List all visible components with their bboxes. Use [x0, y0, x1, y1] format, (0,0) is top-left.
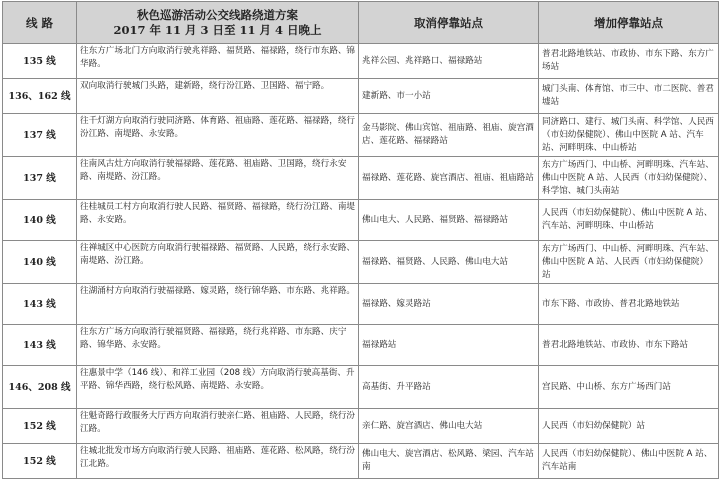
line-cell: 137 线: [3, 114, 77, 157]
add-cell: 人民西（市妇幼保健院）站: [539, 409, 719, 444]
table-row: [3, 79, 719, 114]
route-cell: 往城北批发市场方向取消行驶人民路、祖庙路、莲花路、松风路，绕行汾江北路。: [77, 444, 359, 479]
add-cell: 东方广场西门、中山桥、河畔明珠、汽车站、佛山中医院 A 站、人民西（市妇幼保健院）、科学馆、城门头南站: [539, 157, 719, 200]
bus-reroute-table: [2, 1, 719, 479]
route-cell: 往惠景中学（146 线）、和祥工业园（208 线）方向取消行驶高基街、升平路、锦华西路，绕行松风路、南堤路、永安路。: [77, 366, 359, 409]
cancel-cell: 建新路、市一小站: [359, 79, 539, 114]
table-row: [3, 325, 719, 366]
header-title: [77, 2, 359, 44]
table-row: [3, 241, 719, 284]
line-cell: 140 线: [3, 241, 77, 284]
header-add: 增加停靠站点: [539, 2, 719, 44]
header-cancel: 取消停靠站点: [359, 2, 539, 44]
cancel-cell: 福禄路、福贤路、人民路、佛山电大站: [359, 241, 539, 284]
route-cell: 往南风古灶方向取消行驶福禄路、莲花路、祖庙路、卫国路，绕行永安路、南堤路、汾江路。: [77, 157, 359, 200]
table-row: [3, 44, 719, 79]
table-header: [3, 2, 719, 44]
line-cell: 140 线: [3, 200, 77, 241]
title-line-2: 2017 年 11 月 3 日至 11 月 4 日晚上: [113, 22, 322, 37]
route-cell: 往东方广场方向取消行驶福贤路、福禄路，绕行兆祥路、市东路、庆宁路、锦华路、永安路。: [77, 325, 359, 366]
cancel-cell: 佛山电大、人民路、福贤路、福禄路站: [359, 200, 539, 241]
line-cell: 146、208 线: [3, 366, 77, 409]
table-row: [3, 157, 719, 200]
table-row: [3, 409, 719, 444]
add-cell: 宫民路、中山桥、东方广场西门站: [539, 366, 719, 409]
line-cell: 136、162 线: [3, 79, 77, 114]
cancel-cell: 兆祥公园、兆祥路口、福禄路站: [359, 44, 539, 79]
add-cell: 市东下路、市政协、普君北路地铁站: [539, 284, 719, 325]
table-row: [3, 366, 719, 409]
cancel-cell: 高基街、升平路站: [359, 366, 539, 409]
cancel-cell: 金马影院、佛山宾馆、祖庙路、祖庙、旋宫酒店、莲花路、福禄路站: [359, 114, 539, 157]
table-row: [3, 284, 719, 325]
line-cell: 152 线: [3, 444, 77, 479]
route-cell: 往千灯湖方向取消行驶同济路、体育路、祖庙路、莲花路、福禄路，绕行汾江路、南堤路、永安路。: [77, 114, 359, 157]
add-cell: 人民西（市妇幼保健院）、佛山中医院 A 站、汽车站南: [539, 444, 719, 479]
table-row: [3, 200, 719, 241]
cancel-cell: 福禄路站: [359, 325, 539, 366]
route-cell: 往东方广场北门方向取消行驶兆祥路、福贤路、福禄路，绕行市东路、锦华路。: [77, 44, 359, 79]
table-row: [3, 114, 719, 157]
add-cell: 人民西（市妇幼保健院）、佛山中医院 A 站、汽车站、河畔明珠、中山桥站: [539, 200, 719, 241]
title-line-1: 秋色巡游活动公交线路绕道方案: [137, 7, 298, 22]
line-cell: 143 线: [3, 284, 77, 325]
table-row: [3, 444, 719, 479]
line-cell: 152 线: [3, 409, 77, 444]
cancel-cell: 福禄路、莲花路、旋宫酒店、祖庙、祖庙路站: [359, 157, 539, 200]
cancel-cell: 福禄路、嫁灵路站: [359, 284, 539, 325]
line-cell: 135 线: [3, 44, 77, 79]
add-cell: 东方广场西门、中山桥、河畔明珠、汽车站、佛山中医院 A 站、人民西（市妇幼保健院）站: [539, 241, 719, 284]
line-cell: 143 线: [3, 325, 77, 366]
add-cell: 城门头南、体育馆、市三中、市二医院、普君墟站: [539, 79, 719, 114]
route-cell: 往桂城员工村方向取消行驶人民路、福贤路、福禄路，绕行汾江路、南堤路、永安路。: [77, 200, 359, 241]
route-cell: 往湖涌村方向取消行驶福禄路、嫁灵路，绕行锦华路、市东路、兆祥路。: [77, 284, 359, 325]
route-cell: 往禅城区中心医院方向取消行驶福禄路、福贤路、人民路，绕行永安路、南堤路、汾江路。: [77, 241, 359, 284]
cancel-cell: 佛山电大、旋宫酒店、松风路、梁园、汽车站南: [359, 444, 539, 479]
add-cell: 普君北路地铁站、市政协、市东下路、东方广场站: [539, 44, 719, 79]
route-cell: 双向取消行驶城门头路，建新路，绕行汾江路、卫国路、福宁路。: [77, 79, 359, 114]
line-cell: 137 线: [3, 157, 77, 200]
cancel-cell: 亲仁路、旋宫酒店、佛山电大站: [359, 409, 539, 444]
add-cell: 同济路口、建行、城门头南、科学馆、人民西（市妇幼保健院）、佛山中医院 A 站、汽车站、河畔明珠、中山桥站: [539, 114, 719, 157]
add-cell: 普君北路地铁站、市政协、市东下路站: [539, 325, 719, 366]
route-cell: 往魁奇路行政服务大厅西方向取消行驶亲仁路、祖庙路、人民路，绕行汾江路。: [77, 409, 359, 444]
header-line: 线 路: [3, 2, 77, 44]
